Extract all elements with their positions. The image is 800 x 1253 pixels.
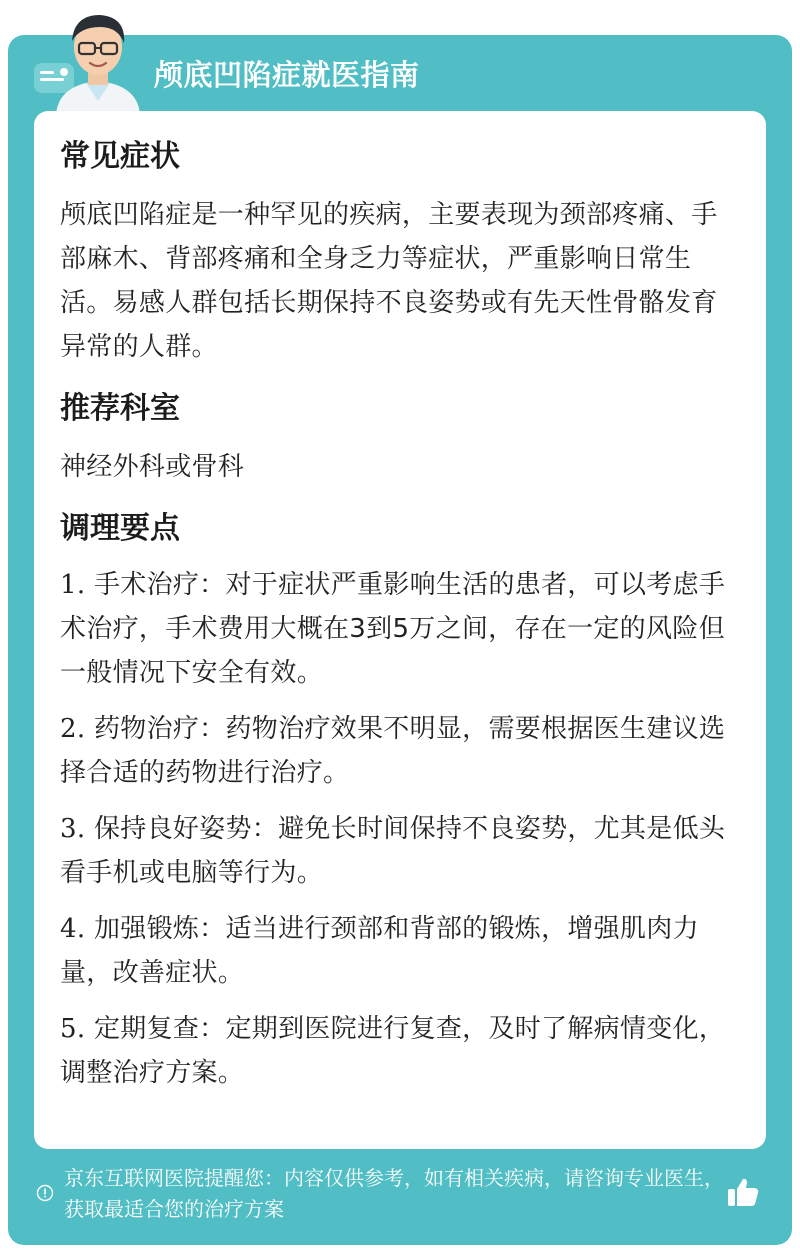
list-item [60, 563, 740, 695]
disclaimer [36, 1163, 736, 1225]
item-text: 保持良好姿势：避免长时间保持不良姿势，尤其是低头看手机或电脑等行为。 [60, 814, 726, 888]
item-number: 3. [60, 814, 86, 844]
department-title: 推荐科室 [60, 391, 180, 426]
page-title: 颅底凹陷症就医指南 [154, 58, 420, 92]
thumbs-up-icon[interactable] [726, 1175, 760, 1209]
header [8, 35, 792, 111]
symptoms-body: 颅底凹陷症是一种罕见的疾病，主要表现为颈部疼痛、手部麻木、背部疼痛和全身乏力等症状，严重影响日常生活。易感人群包括长期保持不良姿势或有先天性骨骼发育异常的人群。 [60, 200, 718, 362]
item-text: 手术治疗：对于症状严重影响生活的患者，可以考虑手术治疗，手术费用大概在3到5万之间，存在一定的风险但一般情况下安全有效。 [60, 570, 726, 688]
item-number: 5. [60, 1014, 86, 1044]
item-number: 1. [60, 570, 86, 600]
content-card [34, 111, 766, 1149]
department-body: 神经外科或骨科 [60, 452, 245, 482]
list-item [60, 707, 740, 795]
item-text: 加强锻炼：适当进行颈部和背部的锻炼，增强肌肉力量，改善症状。 [60, 914, 699, 988]
item-number: 2. [60, 714, 86, 744]
symptoms-title: 常见症状 [60, 139, 180, 174]
item-number: 4. [60, 914, 86, 944]
care-title: 调理要点 [60, 511, 180, 546]
item-text: 定期复查：定期到医院进行复查，及时了解病情变化，调整治疗方案。 [60, 1014, 726, 1088]
doctor-avatar-icon [48, 5, 148, 115]
disclaimer-text: 京东互联网医院提醒您：内容仅供参考，如有相关疾病，请咨询专业医生，获取最适合您的治疗方案 [64, 1166, 724, 1221]
guide-panel [8, 35, 792, 1245]
item-text: 药物治疗：药物治疗效果不明显，需要根据医生建议选择合适的药物进行治疗。 [60, 714, 726, 788]
list-item [60, 807, 740, 895]
info-circle-icon [36, 1184, 54, 1202]
list-item [60, 907, 740, 995]
list-item [60, 1007, 740, 1095]
